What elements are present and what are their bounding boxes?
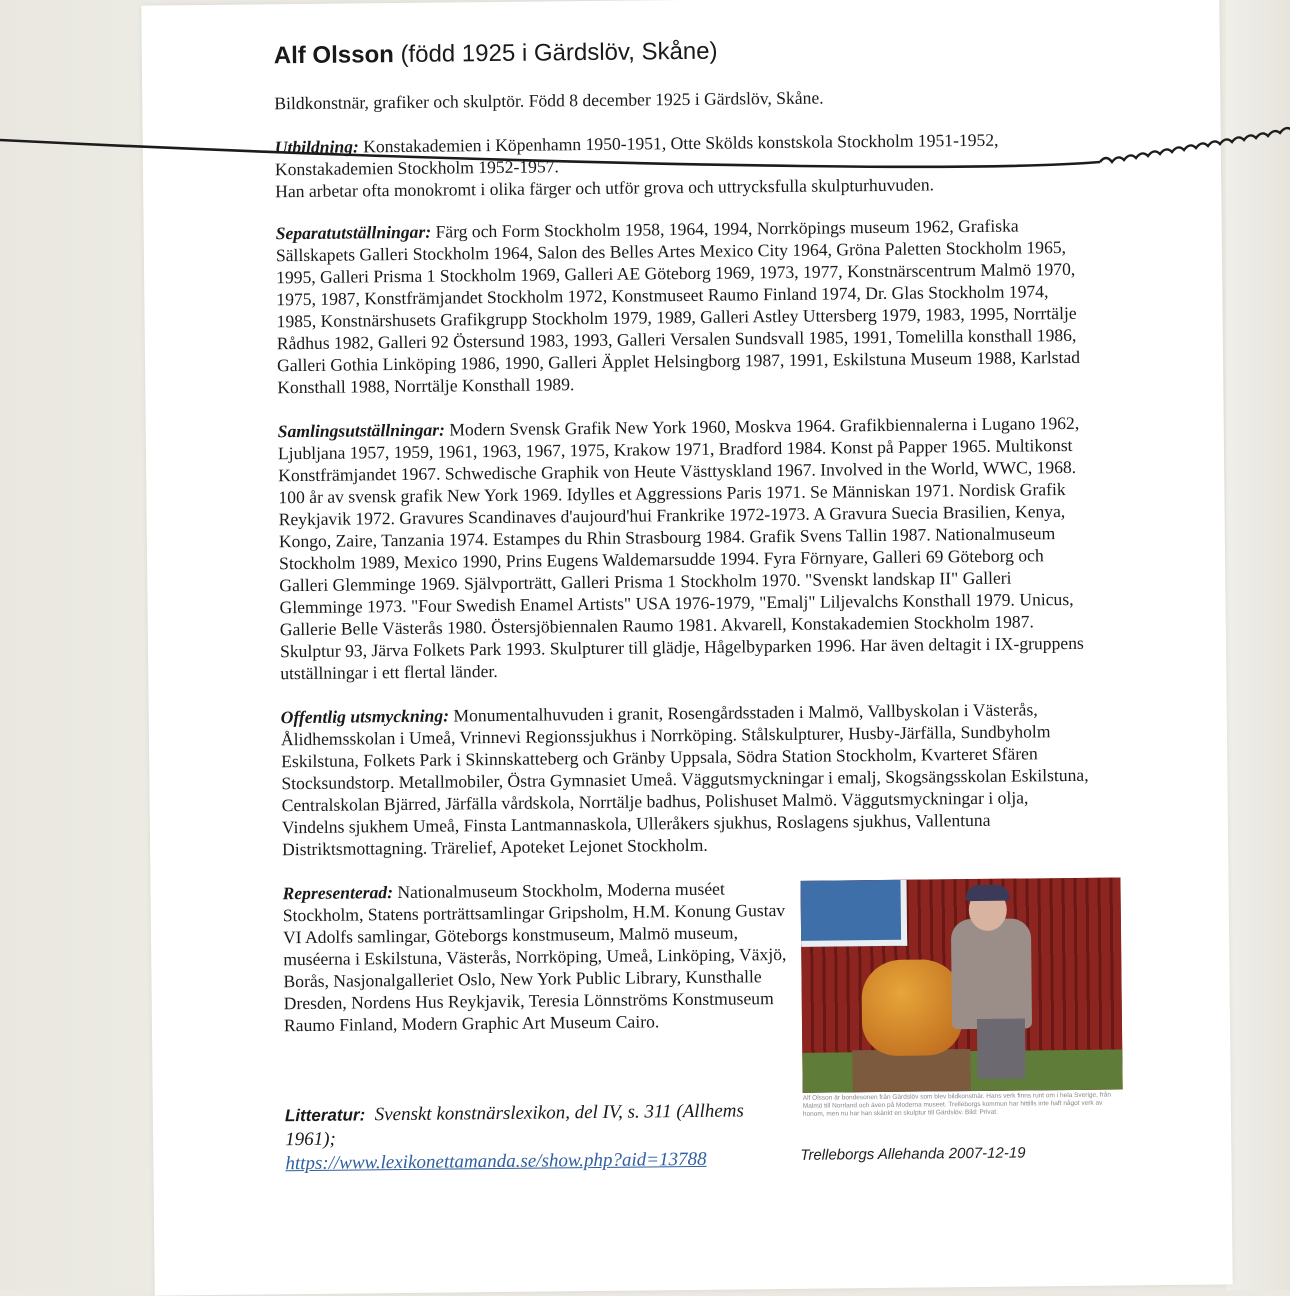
literature-block — [285, 1099, 786, 1176]
education-label: Utbildning: — [274, 136, 359, 158]
public-art-block — [281, 698, 1093, 860]
represented-text: Nationalmuseum Stockholm, Moderna muséet Stockholm, Statens porträttsamlingar Gripsholm, H.M. Konung Gustav VI Adolfs samlingar, Göteborgs konstmuseum, Malmö museum, muséerna i Eskilstuna, Västerås, Norrköping, Umeå, Linköping, Växjö, Borås, Nasjonalgalleriet Oslo, New York Public Library, Kunsthalle Dresden, Nordens Hus Reykjavik, Teresia Lönnströms Konstmuseum Raumo Finland, Modern Graphic Art Museum Cairo. — [282, 878, 787, 1036]
solo-exhibitions-label: Separatutställningar: — [275, 221, 432, 244]
wire-twist — [1100, 128, 1290, 162]
education-extra: Han arbetar ofta monokromt i olika färger och utför grova och uttrycksfulla skulpturhuvuden. — [275, 174, 935, 202]
public-art-text: Monumentalhuvuden i granit, Rosengårdsstaden i Malmö, Vallbyskolan i Västerås, Ålidhemsskolan i Umeå, Vrinnevi Regionssjukhus i Norrköping. Stålskulpturer, Husby-Järfälla, Sundbyholm Eskilstuna, Folkets Park i Skinnskatteberg och Gränby Uppsala, Södra Station Stockholm, Kvarteret Sfären Stocksundstorp. Metallmobiler, Östra Gymnasiet Umeå. Väggutsmyckningar i emalj, Skogsängsskolan Eskilstuna, Centralskolan Bjärred, Järfälla vårdskola, Norrtälje badhus, Polishuset Malmö. Väggutsmyckningar i olja, Vindelns sjukhem Umeå, Finsta Lantmannaskola, Ulleråkers sjukhus, Roslagens sjukhus, Vallentuna Distriktsmottagning. Trärelief, Apoteket Lejonet Stockholm. — [280, 699, 1089, 860]
group-exhibitions-text: Modern Svensk Grafik New York 1960, Moskva 1964. Grafikbiennalerna i Lugano 1962, Ljubljana 1957, 1959, 1961, 1963, 1967, 1975, Krakow 1971, Bradford 1984. Konst på Papper 1965. Multikonst Konstfrämjandet 1967. Schwedische Graphik von Heute Västtyskland 1967. Involved in the World, WWC, 1968. 100 år av svensk grafik New York 1969. Idylles et Aggressions Paris 1971. Se Människan 1971. Nordisk Grafik Reykjavik 1972. Gravures Scandinaves d'aujourd'hui Frankrike 1972-1973. A Gravura Suecia Brasilien, Kenya, Kongo, Zaire, Tanzania 1974. Estampes du Rhin Strasbourg 1984. Grafik Svens Tallin 1987. Nationalmuseum Stockholm 1989, Mexico 1990, Prins Eugens Waldemarsudde 1994. Fyra Förnyare, Galleri 69 Göteborg och Galleri Glemminge 1969. Självporträtt, Galleri Prisma 1 Stockholm 1970. "Svenskt landskap II" Galleri Glemminge 1973. "Four Swedish Enamel Artists" USA 1976-1979, "Emalj" Liljevalchs Konsthall 1979. Unicus, Gallerie Belle Västerås 1980. Östersjöbiennalen Raumo 1981. Akvarell, Konstakademien Stockholm 1987. Skulptur 93, Järva Folkets Park 1993. Skulpturer till glädje, Hågelbyparken 1996. Har även deltagit i IX-gruppens utställningar i ett flertal länder. — [277, 412, 1084, 684]
literature-link-line — [285, 1147, 785, 1176]
photo-sculpture-head — [861, 959, 962, 1056]
group-exhibitions-label: Samlingsutställningar: — [277, 419, 446, 442]
solo-exhibitions-block — [276, 214, 1088, 398]
artist-photo — [800, 877, 1122, 1092]
group-exhibitions-block — [278, 412, 1091, 684]
hanging-wire — [0, 0, 1290, 220]
represented-paragraph — [282, 877, 794, 1036]
photo-window — [800, 880, 907, 947]
literature-paragraph — [285, 1099, 785, 1152]
photo-caption: Alf Olsson är bondesonen från Gärdslöv som blev bildkonstnär. Hans verk finns runt om i hela Sverige, från Malmö till Norrland och även på Moderna museet. Trelleborgs kommun har hittills inte haft något verk av honom, men nu har han skänkt en skulptur till Gärdslöv. Bild: Privat. — [802, 1091, 1111, 1118]
photo-credit: Trelleborgs Allehanda 2007-12-19 — [800, 1144, 1026, 1164]
represented-block — [282, 877, 794, 1036]
solo-exhibitions-paragraph — [276, 214, 1088, 398]
photo-man-body — [951, 918, 1032, 1029]
public-art-paragraph — [281, 698, 1093, 860]
intro-text: Bildkonstnär, grafiker och skulptör. Född 8 december 1925 i Gärdslöv, Skåne. — [274, 87, 824, 114]
literature-label: Litteratur: — [284, 1105, 366, 1126]
literature-link[interactable]: https://www.lexikonettamanda.se/show.php?aid=13788 — [285, 1148, 707, 1175]
represented-label: Representerad: — [282, 882, 394, 904]
photo-man-legs — [977, 1018, 1026, 1078]
literature-source: Svenskt konstnärslexikon, del IV, s. 311 (Allhems 1961); — [285, 1100, 744, 1151]
artist-name: Alf Olsson — [273, 41, 394, 70]
group-exhibitions-paragraph — [278, 412, 1091, 684]
artist-subtitle: (född 1925 i Gärdslöv, Skåne) — [400, 37, 718, 68]
bottom-section — [282, 874, 1111, 1175]
wire-line — [0, 140, 1100, 167]
photo-man-cap — [966, 885, 1010, 901]
public-art-label: Offentlig utsmyckning: — [280, 705, 450, 728]
solo-exhibitions-text: Färg och Form Stockholm 1958, 1964, 1994, Norrköpings museum 1962, Grafiska Sällskapets Galleri Stockholm 1964, Salon des Belles Artes Mexico City 1964, Gröna Paletten Stockholm 1965, 1995, Galleri Prisma 1 Stockholm 1969, Galleri AE Göteborg 1969, 1973, 1977, Konstnärscentrum Malmö 1970, 1975, 1987, Konstfrämjandet Stockholm 1972, Konstmuseet Raumo Finland 1974, Dr. Glas Stockholm 1974, 1985, Konstnärshusets Grafikgrupp Stockholm 1979, 1989, Galleri Astley Uttersberg 1979, 1983, 1995, Norrtälje Rådhus 1982, Galleri 92 Östersund 1983, 1993, Galleri Versalen Sundsvall 1985, 1991, Tomelilla konsthall 1986, Galleri Gothia Linköping 1986, 1990, Galleri Äpplet Helsingborg 1987, 1991, Eskilstuna Museum 1988, Karlstad Konsthall 1988, Norrtälje Konsthall 1989. — [275, 215, 1081, 398]
education-text: Konstakademien i Köpenhamn 1950-1951, Otte Skölds konstskola Stockholm 1951-1952, Konstakademien Stockholm 1952-1957. — [274, 129, 999, 180]
